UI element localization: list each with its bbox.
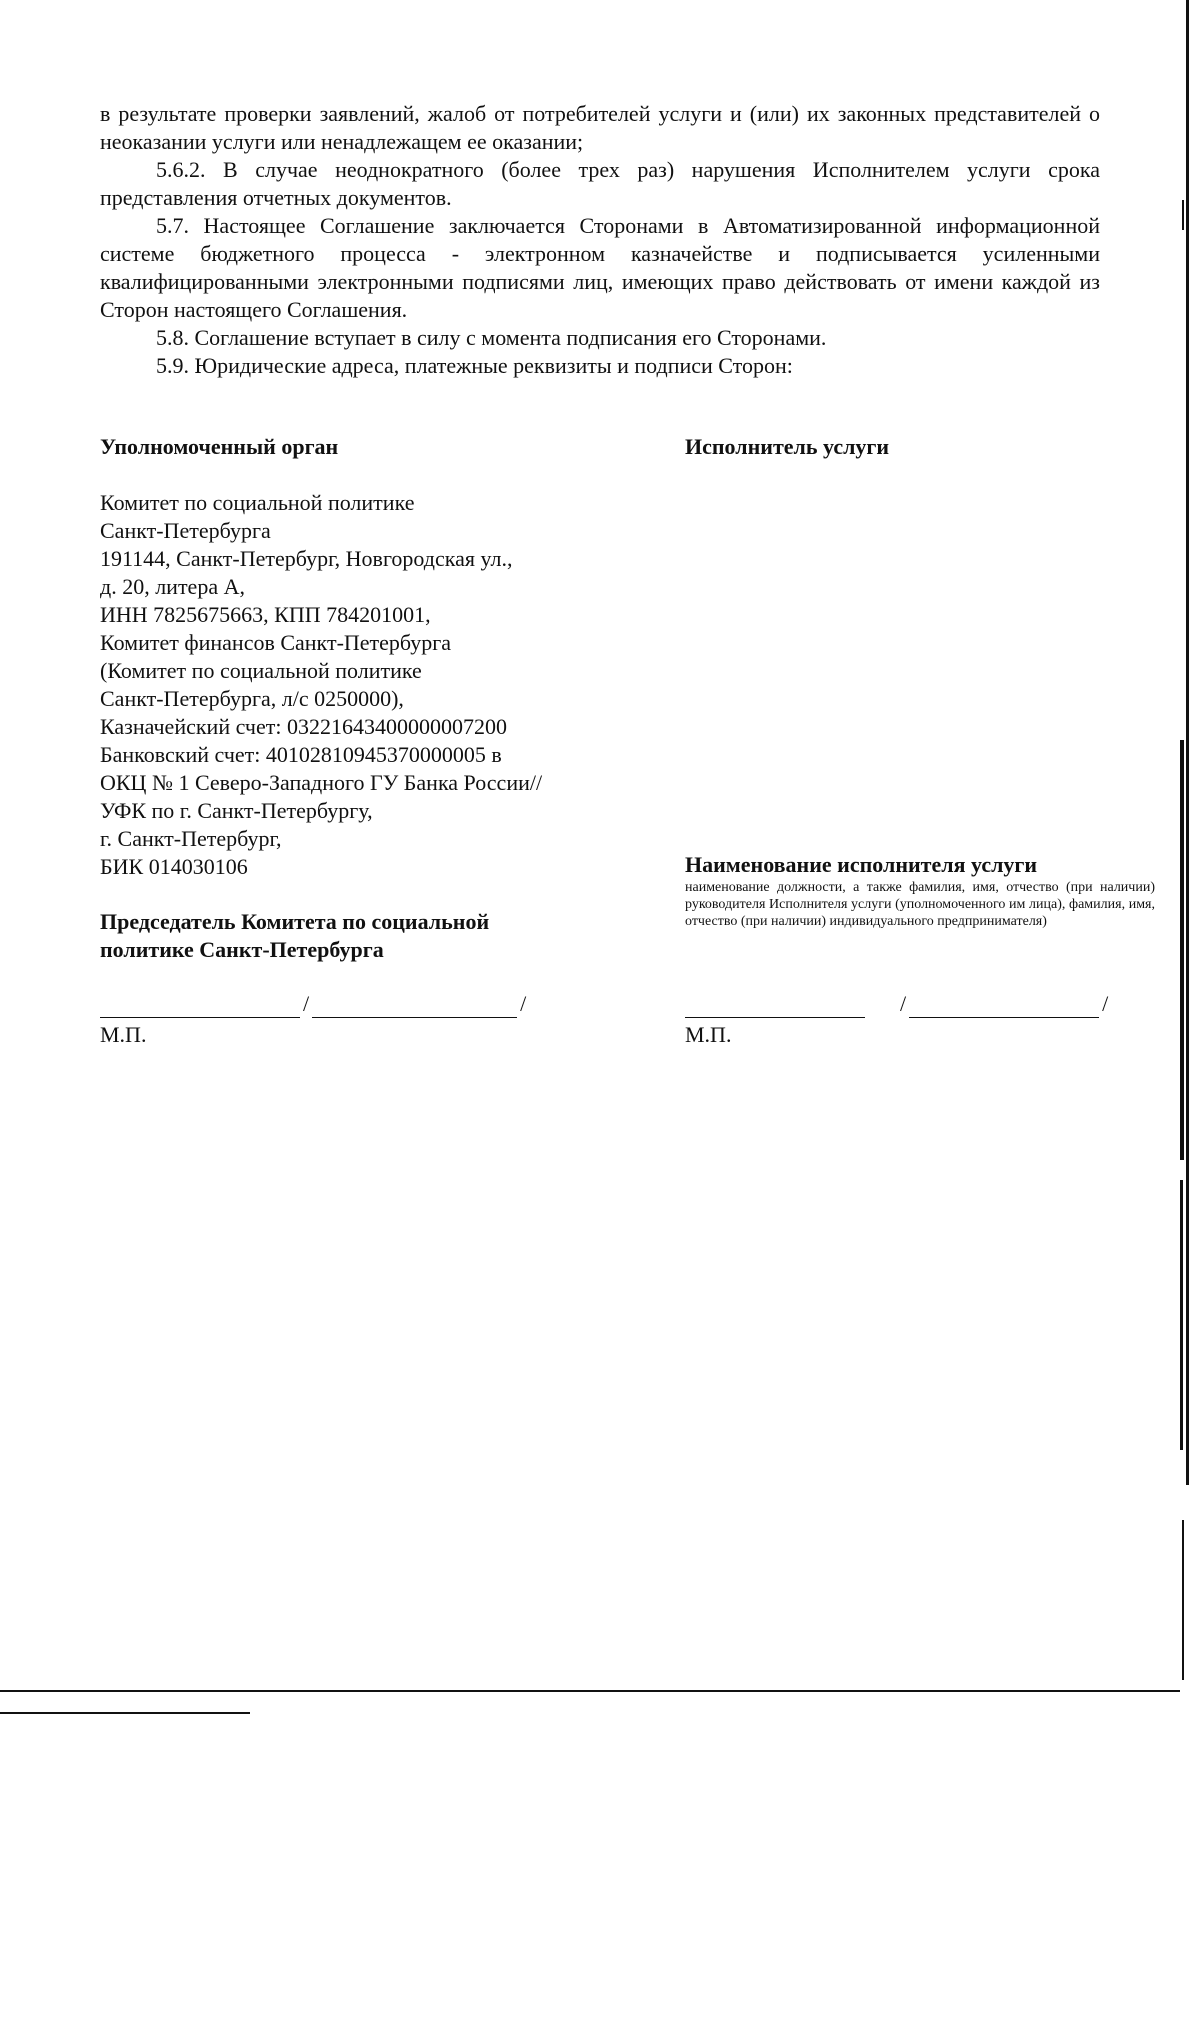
requisite-line: Казначейский счет: 03221643400000007200 [100,714,507,739]
requisite-line: Санкт-Петербурга [100,518,271,543]
requisite-line: БИК 014030106 [100,854,248,879]
left-signature-line [100,990,529,1018]
footnote-separator [0,1712,250,1714]
slash-separator: / [520,991,527,1016]
requisite-line: д. 20, литера А, [100,574,245,599]
stamp-label: М.П. [685,1022,732,1047]
scan-edge-mark [1180,1180,1183,1450]
paragraph-5-9: 5.9. Юридические адреса, платежные реквизиты и подписи Сторон: [156,353,793,378]
requisite-line: ОКЦ № 1 Северо-Западного ГУ Банка России// [100,770,543,795]
requisite-line: Комитет финансов Санкт-Петербурга [100,630,452,655]
requisite-line: Комитет по социальной политике [100,490,415,515]
requisite-line: УФК по г. Санкт-Петербургу, [100,798,373,823]
paragraph-5-8: 5.8. Соглашение вступает в силу с момента подписания его Сторонами. [156,325,827,350]
name-blank [909,995,1099,1018]
signer-title-line-2: политике Санкт-Петербурга [100,937,384,962]
requisite-line: 191144, Санкт-Петербург, Новгородская ул., [100,546,513,571]
paragraph-5-6-1-tail: в результате проверки заявлений, жалоб от потребителей услуги и (или) их законных представителей о неоказании услуги или ненадлежащем ее оказании; [100,101,1100,154]
scan-edge-mark [1182,1520,1184,1680]
slash-separator: / [1102,991,1109,1016]
right-signature-line [685,990,1111,1018]
scan-edge-line [1186,0,1189,1485]
scan-edge-mark [1182,200,1184,230]
signature-blank [685,995,865,1018]
provider-title: Исполнитель услуги [685,434,890,459]
stamp-label: М.П. [100,1022,147,1047]
provider-name-note: наименование должности, а также фамилия, имя, отчество (при наличии) руководителя Исполнителя услуги (уполномоченного им лица), фамилия, имя, отчество (при наличии) индивидуального предпринимателя) [685,880,1155,929]
provider-name-heading: Наименование исполнителя услуги [685,852,1038,877]
signer-title [100,908,580,964]
signer-title-line-1: Председатель Комитета по социальной [100,909,490,934]
authorized-body-title: Уполномоченный орган [100,434,339,459]
requisite-line: ИНН 7825675663, КПП 784201001, [100,602,431,627]
authorized-body-heading [100,433,580,461]
slash-separator: / [303,991,310,1016]
requisite-line: (Комитет по социальной политике [100,658,422,683]
requisite-line: Санкт-Петербурга, л/с 0250000), [100,686,404,711]
slash-separator: / [900,991,907,1016]
agreement-text [100,100,1100,380]
signature-blank [100,995,300,1018]
provider-name-block [685,851,1155,930]
name-blank [312,995,517,1018]
authorized-body-requisites [100,489,580,881]
paragraph-5-7: 5.7. Настоящее Соглашение заключается Сторонами в Автоматизированной информационной системе бюджетного процесса - электронном казначействе и подписывается усиленными квалифицированными электронными подписями лиц, имеющих право действовать от имени каждой из Сторон настоящего Соглашения. [100,213,1100,322]
page-bottom-rule [0,1690,1180,1692]
scan-edge-mark [1180,740,1184,1160]
requisite-line: Банковский счет: 40102810945370000005 в [100,742,502,767]
requisite-line: г. Санкт-Петербург, [100,826,282,851]
provider-heading [685,433,1155,461]
right-stamp [685,1021,1155,1049]
left-stamp [100,1021,580,1049]
paragraph-5-6-2: 5.6.2. В случае неоднократного (более трех раз) нарушения Исполнителем услуги срока представления отчетных документов. [100,157,1100,210]
